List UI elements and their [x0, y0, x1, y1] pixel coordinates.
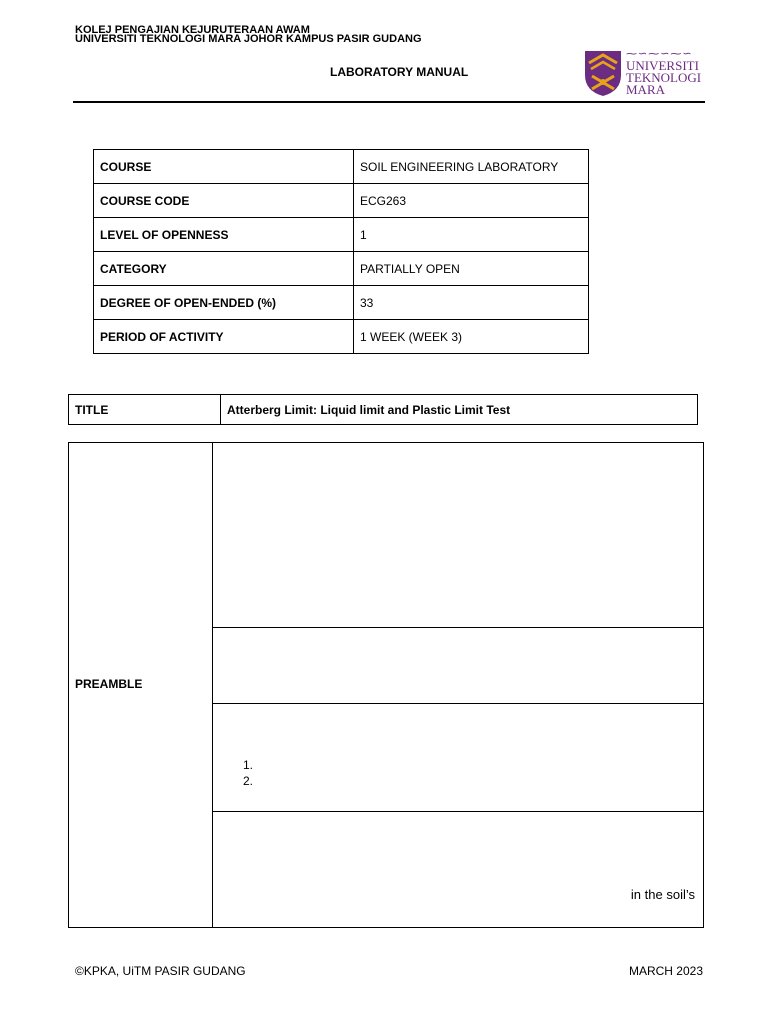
course-value: SOIL ENGINEERING LABORATORY: [354, 150, 589, 184]
period-value: 1 WEEK (WEEK 3): [354, 320, 589, 354]
table-row: [94, 150, 589, 184]
manual-title: LABORATORY MANUAL: [330, 65, 469, 79]
course-code-value: ECG263: [354, 184, 589, 218]
jawi-script-icon: ⁓∽⁓∽⁓∽: [626, 48, 693, 60]
preamble-cell-1: [212, 443, 703, 628]
title-label: TITLE: [69, 395, 221, 425]
preamble-table: [68, 442, 704, 928]
course-info-table: [93, 149, 589, 354]
footer-date: MARCH 2023: [628, 964, 703, 978]
preamble-label-cell: [69, 443, 213, 927]
preamble-text-fragment: in the soil’s: [630, 887, 695, 902]
degree-label: DEGREE OF OPEN-ENDED (%): [94, 286, 354, 320]
title-value: Atterberg Limit: Liquid limit and Plastic Limit Test: [221, 395, 698, 425]
table-row: [94, 184, 589, 218]
table-row: [94, 286, 589, 320]
table-row: [94, 218, 589, 252]
college-name: KOLEJ PENGAJIAN KEJURUTERAAN AWAM: [75, 24, 310, 36]
list-number-2: 2.: [243, 774, 254, 788]
logo-text-line1: UNIVERSITI: [626, 58, 699, 73]
uitm-crest-icon: [583, 49, 623, 97]
logo-text-line3: MARA: [626, 82, 666, 97]
preamble-cell-2: [212, 628, 703, 704]
table-row: [69, 395, 698, 425]
openness-value: 1: [354, 218, 589, 252]
university-name: UNIVERSITI TEKNOLOGI MARA JOHOR KAMPUS PASIR GUDANG: [75, 33, 422, 45]
degree-value: 33: [354, 286, 589, 320]
logo-text-line2: TEKNOLOGI: [626, 70, 702, 85]
list-number-1: 1.: [243, 758, 254, 772]
table-row: [94, 252, 589, 286]
footer-copyright: ©KPKA, UiTM PASIR GUDANG: [75, 964, 246, 978]
openness-label: LEVEL OF OPENNESS: [94, 218, 354, 252]
preamble-cell-4: [212, 812, 703, 927]
category-label: CATEGORY: [94, 252, 354, 286]
period-label: PERIOD OF ACTIVITY: [94, 320, 354, 354]
table-row: [94, 320, 589, 354]
uitm-logo: [583, 47, 705, 99]
course-code-label: COURSE CODE: [94, 184, 354, 218]
preamble-cell-3: [212, 704, 703, 812]
header-divider: [73, 101, 705, 103]
preamble-label: PREAMBLE: [75, 677, 143, 691]
category-value: PARTIALLY OPEN: [354, 252, 589, 286]
course-label: COURSE: [94, 150, 354, 184]
title-table: [68, 394, 698, 425]
